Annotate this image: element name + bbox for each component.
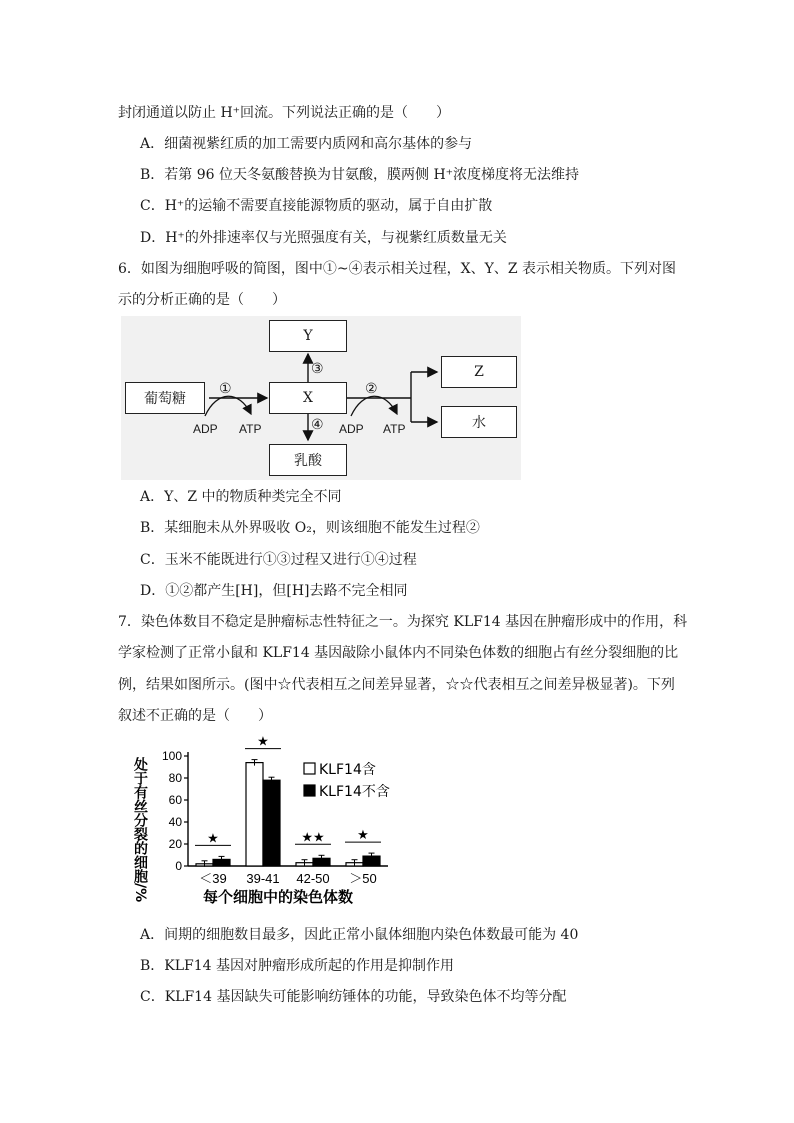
significance-marker: ★★ <box>301 830 325 846</box>
q7-stem-line4: 叙述不正确的是（ ） <box>118 708 272 724</box>
q6-option-d: D．①②都产生[H]，但[H]去路不完全相同 <box>140 583 408 599</box>
q7-stem-line2: 学家检测了正常小鼠和 KLF14 基因敲除小鼠体内不同染色体数的细胞占有丝分裂细胞的比 <box>118 645 679 661</box>
significance-marker: ★ <box>357 828 369 844</box>
arrow-adp-atp-2 <box>351 396 397 416</box>
legend-label: KLF14不含 <box>319 784 390 800</box>
y-tick-label: 40 <box>168 815 182 829</box>
glucose-box: 葡萄糖 <box>125 382 205 414</box>
process-2-label: ② <box>365 380 378 396</box>
atp-label-2: ATP <box>383 422 406 436</box>
significance-marker: ★ <box>207 831 219 847</box>
adp-label-2: ADP <box>339 422 364 436</box>
bar-with-klf14 <box>246 763 263 866</box>
legend-swatch <box>304 785 315 796</box>
x-tick-label: ＞50 <box>349 871 377 886</box>
arrow-adp-atp-1 <box>205 396 251 416</box>
chart-svg <box>118 735 418 915</box>
x-tick-label: 42-50 <box>296 871 330 886</box>
y-tick-label: 20 <box>168 837 182 851</box>
q7-stem-line3: 例，结果如图所示。(图中☆代表相互之间差异显著，☆☆代表相互之间差异极显著)。下列 <box>118 677 675 693</box>
q5-option-a: A．细菌视紫红质的加工需要内质网和高尔基体的参与 <box>140 136 473 152</box>
q5-option-b: B．若第 96 位天冬氨酸替换为甘氨酸，膜两侧 H⁺浓度梯度将无法维持 <box>140 167 580 183</box>
atp-label-1: ATP <box>239 422 262 436</box>
x-tick-label: 39-41 <box>246 871 280 886</box>
lactic-acid-box: 乳酸 <box>269 444 347 476</box>
q7-option-a: A．间期的细胞数目最多，因此正常小鼠体细胞内染色体数最可能为 40 <box>140 927 579 943</box>
y-box: Y <box>269 320 347 352</box>
q7-option-c: C．KLF14 基因缺失可能影响纺锤体的功能，导致染色体不均等分配 <box>140 989 567 1005</box>
chromosome-bar-chart <box>118 735 418 915</box>
bar-without-klf14 <box>263 780 280 866</box>
q5-option-d: D．H⁺的外排速率仅与光照强度有关，与视紫红质数量无关 <box>140 230 507 246</box>
y-tick-label: 100 <box>161 749 182 763</box>
adp-label-1: ADP <box>193 422 218 436</box>
q7-option-b: B．KLF14 基因对肿瘤形成所起的作用是抑制作用 <box>140 958 455 974</box>
q6-stem-line2: 示的分析正确的是（ ） <box>118 292 286 308</box>
x-box: X <box>269 382 347 414</box>
respiration-diagram <box>121 316 521 480</box>
water-box: 水 <box>441 406 517 438</box>
y-tick-label: 0 <box>175 859 182 873</box>
q7-stem-line1: 7．染色体数目不稳定是肿瘤标志性特征之一。为探究 KLF14 基因在肿瘤形成中的作用，科 <box>118 614 688 630</box>
process-1-label: ① <box>219 380 232 396</box>
legend-swatch <box>304 763 315 774</box>
q6-option-a: A．Y、Z 中的物质种类完全不同 <box>140 489 342 505</box>
y-tick-label: 80 <box>168 771 182 785</box>
x-tick-label: ＜39 <box>199 871 227 886</box>
q5-stem-tail: 封闭通道以防止 H⁺回流。下列说法正确的是（ ） <box>118 105 451 121</box>
y-axis-label: 处于有丝分裂的细胞/% <box>132 757 148 903</box>
legend-label: KLF14含 <box>319 762 376 778</box>
q6-option-b: B．某细胞未从外界吸收 O₂，则该细胞不能发生过程② <box>140 520 480 536</box>
process-3-label: ③ <box>311 360 324 376</box>
z-box: Z <box>441 356 517 388</box>
x-axis-label: 每个细胞中的染色体数 <box>202 888 354 906</box>
significance-marker: ★ <box>257 735 269 750</box>
process-4-label: ④ <box>311 416 324 432</box>
q6-option-c: C．玉米不能既进行①③过程又进行①④过程 <box>140 552 417 568</box>
y-tick-label: 60 <box>168 793 182 807</box>
q6-stem-line1: 6．如图为细胞呼吸的简图，图中①~④表示相关过程，X、Y、Z 表示相关物质。下列对图 <box>118 261 677 277</box>
q5-option-c: C．H⁺的运输不需要直接能源物质的驱动，属于自由扩散 <box>140 198 493 214</box>
